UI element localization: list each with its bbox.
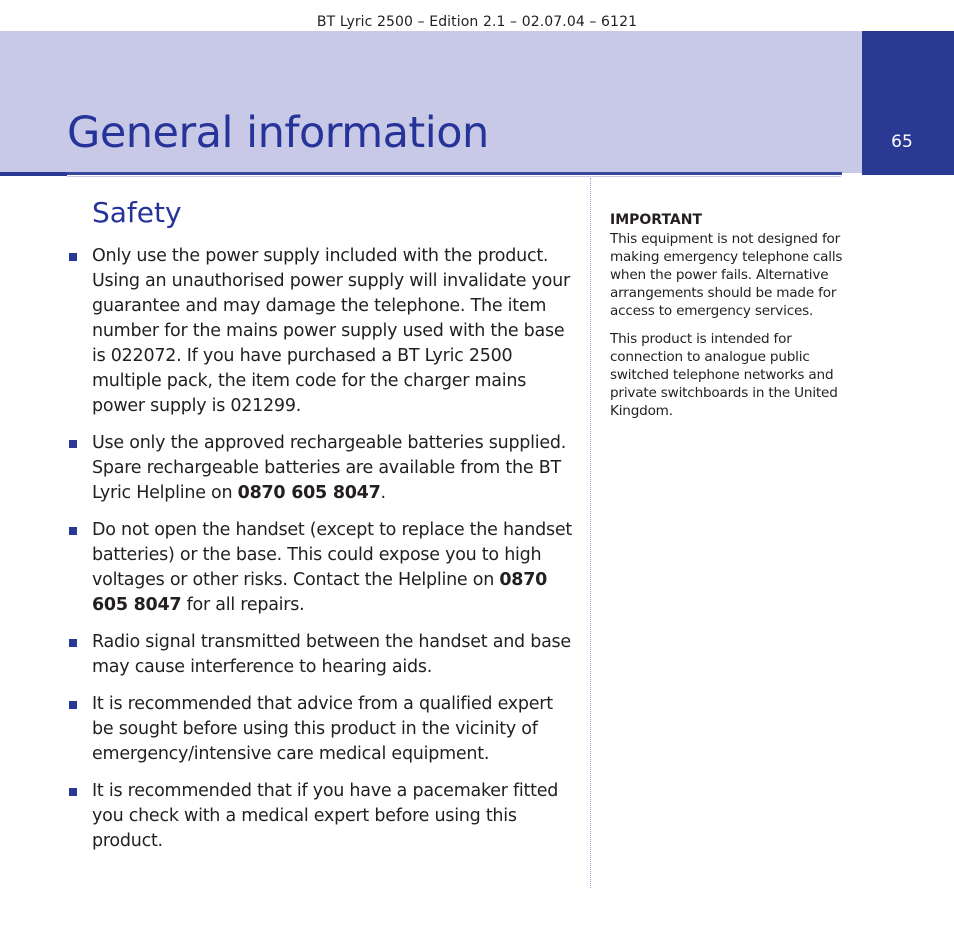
safety-bullet-item	[68, 692, 573, 767]
important-paragraph: This equipment is not designed for making emergency telephone calls when the power fails. Alternative arrangements should be made for access to emergency services.	[610, 231, 843, 319]
important-sidebar	[610, 211, 845, 430]
header-rule	[0, 172, 842, 175]
column-divider	[590, 178, 591, 888]
page-tab	[862, 31, 954, 175]
section-rule	[67, 176, 841, 177]
header-rule-accent	[0, 172, 67, 176]
bullet-square-icon	[69, 639, 77, 647]
bullet-text: It is recommended that if you have a pacemaker fitted you check with a medical expert before using this product.	[92, 781, 559, 851]
bullet-square-icon	[69, 788, 77, 796]
bullet-square-icon	[69, 253, 77, 261]
safety-bullet-item	[68, 244, 573, 419]
safety-bullet-item	[68, 779, 573, 854]
safety-bullet-list	[68, 244, 573, 866]
bullet-text: Use only the approved rechargeable batteries supplied. Spare rechargeable batteries are available from the BT Lyric Helpline on	[92, 433, 567, 503]
safety-bullet-item	[68, 630, 573, 680]
bullet-text: .	[380, 483, 386, 503]
bullet-square-icon	[69, 440, 77, 448]
page-number: 65	[891, 132, 913, 152]
important-heading: IMPORTANT	[610, 212, 703, 228]
safety-bullet-item	[68, 518, 573, 618]
edition-line: BT Lyric 2500 – Edition 2.1 – 02.07.04 – 6121	[316, 14, 638, 30]
page-title: General information	[67, 108, 489, 158]
bullet-square-icon	[69, 527, 77, 535]
bullet-square-icon	[69, 701, 77, 709]
important-paragraph: This product is intended for connection to analogue public switched telephone networks and private switchboards in the United Kingdom.	[610, 331, 838, 419]
bullet-text: Only use the power supply included with the product. Using an unauthorised power supply will invalidate your guarantee and may damage the telephone. The item number for the mains power supply used with the base is 022072. If you have purchased a BT Lyric 2500 multiple pack, the item code for the charger mains power supply is 021299.	[92, 246, 570, 416]
safety-bullet-item	[68, 431, 573, 506]
bullet-text: Radio signal transmitted between the handset and base may cause interference to hearing aids.	[92, 632, 571, 677]
helpline-number: 0870 605 8047	[237, 483, 381, 503]
bullet-text: Do not open the handset (except to replace the handset batteries) or the base. This could expose you to high voltages or other risks. Contact the Helpline on	[92, 520, 572, 590]
helpline-number: 0870 605 8047	[92, 570, 548, 615]
section-title: Safety	[92, 196, 182, 229]
bullet-text: for all repairs.	[181, 595, 305, 615]
bullet-text: It is recommended that advice from a qualified expert be sought before using this product in the vicinity of emergency/intensive care medical equipment.	[92, 694, 553, 764]
